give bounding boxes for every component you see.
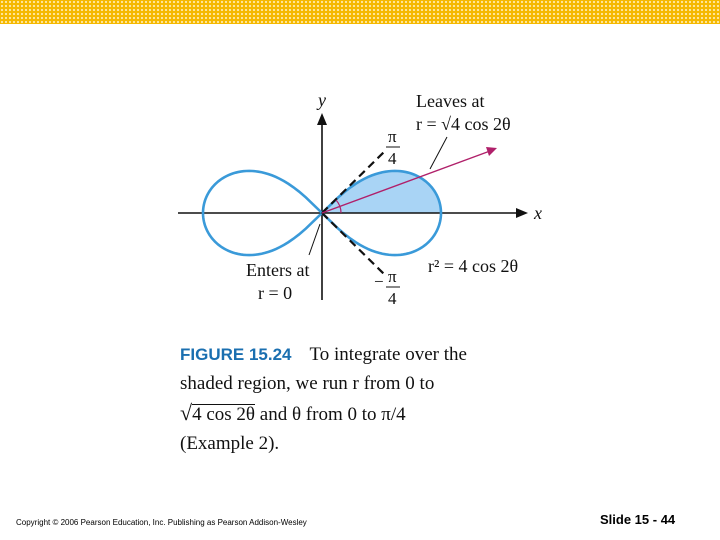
y-axis-label: y <box>318 90 326 110</box>
leaves-label: Leaves at <box>416 91 485 111</box>
caption-line-2: shaded region, we run r from 0 to <box>180 373 435 394</box>
angle-top-denominator: 4 <box>388 149 397 168</box>
caption-line-4: (Example 2). <box>180 433 280 454</box>
leaves-leader-line <box>430 137 447 169</box>
angle-bottom-denominator: 4 <box>388 289 397 308</box>
figure-number: FIGURE 15.24 <box>180 345 292 364</box>
caption-radicand: 4 cos 2θ <box>192 404 256 425</box>
caption-text-3: and θ from 0 to π/4 <box>259 404 406 425</box>
figure-caption <box>180 340 540 458</box>
caption-line-3 <box>180 398 540 429</box>
enters-leader-line <box>309 224 320 255</box>
x-axis-arrow-icon <box>516 208 528 218</box>
sweep-ray-arrow-icon <box>486 147 497 156</box>
curve-equation: r² = 4 cos 2θ <box>428 256 519 276</box>
caption-line-1 <box>180 340 540 369</box>
angle-bottom-sign: − <box>374 272 384 291</box>
ray-minus-pi-over-4 <box>322 213 386 276</box>
leaves-formula: r = √4 cos 2θ <box>416 114 511 134</box>
angle-top-numerator: π <box>388 127 397 146</box>
copyright-notice: Copyright © 2006 Pearson Education, Inc. Publishing as Pearson Addison-Wesley <box>16 518 307 527</box>
y-axis-arrow-icon <box>317 113 327 125</box>
enters-formula: r = 0 <box>258 283 293 303</box>
slide-number: Slide 15 - 44 <box>600 512 676 527</box>
x-axis-label: x <box>534 203 542 223</box>
caption-text-1: To integrate over the <box>309 344 467 365</box>
angle-bottom-numerator: π <box>388 267 397 286</box>
enters-label: Enters at <box>246 260 310 280</box>
radical-icon: √ <box>180 400 193 425</box>
